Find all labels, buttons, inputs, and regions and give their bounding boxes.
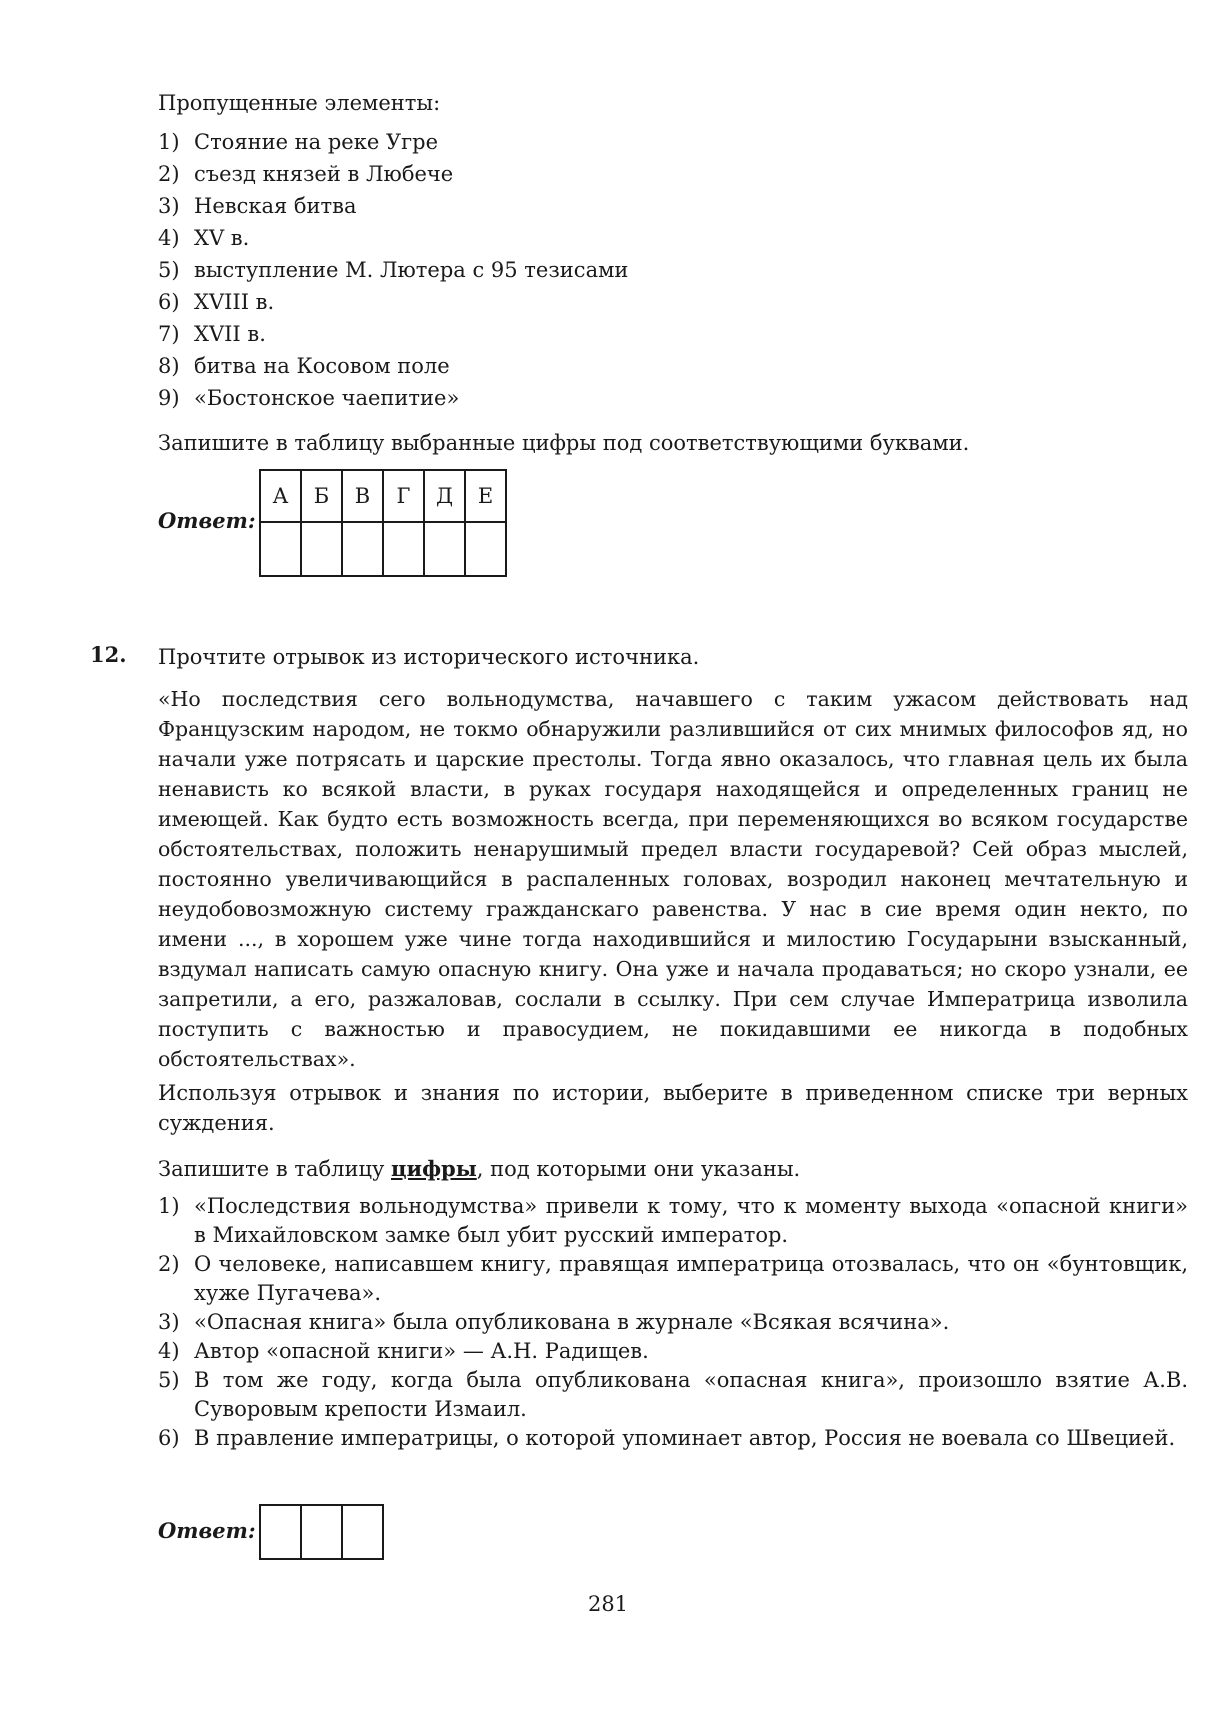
answer-grid-digits [259,1504,384,1560]
list-item [158,1192,1188,1250]
list-item [158,382,1188,414]
list-item-number: 5) [158,258,180,282]
list-item-text: «Бостонское чаепитие» [194,386,460,410]
list-item-text: Автор «опасной книги» — А.Н. Радищев. [194,1339,649,1363]
judgments-list [158,1192,1188,1453]
list-item-text: съезд князей в Любече [194,162,454,186]
answer-cell[interactable] [383,522,424,576]
instruction-text: Запишите в таблицу [158,1157,391,1181]
list-item-text: Невская битва [194,194,357,218]
list-item [158,1308,1188,1337]
page-number: 281 [587,1592,629,1616]
answer-cell[interactable] [342,522,383,576]
list-item [158,158,1188,190]
list-item [158,190,1188,222]
grid-letter-g: Г [383,470,424,522]
list-item [158,1337,1188,1366]
answer-cell[interactable] [260,1505,301,1559]
grid-letter-b: Б [301,470,342,522]
list-item-number: 4) [158,226,180,250]
answer-cell[interactable] [301,522,342,576]
list-item-number: 3) [158,194,180,218]
list-item [158,1366,1188,1424]
list-item [158,1424,1188,1453]
grid-letter-v: В [342,470,383,522]
list-item [158,222,1188,254]
list-item-text: «Опасная книга» была опубликована в журнале «Всякая всячина». [194,1310,950,1334]
list-item [158,318,1188,350]
list-item-number: 5) [158,1368,180,1392]
list-item [158,350,1188,382]
instruction-text: , под которыми они указаны. [476,1157,801,1181]
list-item-number: 6) [158,290,180,314]
missing-elements-list [158,126,1188,414]
list-item-text: XV в. [194,226,250,250]
answer-cell[interactable] [301,1505,342,1559]
grid-letter-d: Д [424,470,465,522]
answer-cell[interactable] [424,522,465,576]
list-item-number: 3) [158,1310,180,1334]
list-item-number: 4) [158,1339,180,1363]
list-item-text: выступление М. Лютера с 95 тезисами [194,258,629,282]
list-item-text: Стояние на реке Угре [194,130,439,154]
list-item-number: 9) [158,386,180,410]
answer-label: Ответ: [158,508,256,533]
task-title: Прочтите отрывок из исторического источника. [158,645,700,669]
answer-instruction: Запишите в таблицу выбранные цифры под соответствующими буквами. [158,431,970,455]
list-item-text: битва на Косовом поле [194,354,450,378]
list-item [158,1250,1188,1308]
list-item-text: XVIII в. [194,290,275,314]
answer-label: Ответ: [158,1518,256,1543]
list-item [158,126,1188,158]
list-item-text: В правление императрицы, о которой упоминает автор, Россия не воевала со Швецией. [194,1426,1176,1450]
list-item-number: 2) [158,1252,180,1276]
list-item-text: В том же году, когда была опубликована «опасная книга», произошло взятие А.В. Суворовым крепости Измаил. [194,1368,1188,1421]
task-number: 12. [90,642,127,667]
list-item-number: 1) [158,130,180,154]
list-item [158,254,1188,286]
list-item-number: 7) [158,322,180,346]
list-item-number: 1) [158,1194,180,1218]
grid-letter-e: Е [465,470,506,522]
task-instruction-2 [158,1154,1188,1184]
list-item-number: 2) [158,162,180,186]
list-item-number: 6) [158,1426,180,1450]
list-item [158,286,1188,318]
answer-cell[interactable] [465,522,506,576]
grid-letter-a: А [260,470,301,522]
instruction-emphasis: цифры [391,1156,477,1181]
answer-grid-letters [259,469,507,577]
answer-cell[interactable] [260,522,301,576]
task-instruction-1: Используя отрывок и знания по истории, выберите в приведенном списке три верных суждения. [158,1081,1188,1135]
missing-elements-heading: Пропущенные элементы: [158,91,441,115]
list-item-text: «Последствия вольнодумства» привели к тому, что к моменту выхода «опасной книги» в Михайловском замке был убит русский император. [194,1194,1188,1247]
list-item-text: О человеке, написавшем книгу, правящая императрица отозвалась, что он «бунтовщик, хуже Пугачева». [194,1252,1188,1305]
source-passage: «Но последствия сего вольнодумства, начавшего с таким ужасом действовать над Французским народом, не токмо обнаружили разлившийся от сих мнимых философов яд, но начали уже потрясать и царские престолы. Тогда явно оказалось, что главная цель их была ненависть ко всякой власти, в руках государя находящейся и определенных границ не имеющей. Как будто есть возможность всегда, при переменяющихся во всяком государстве обстоятельствах, положить ненарушимый предел власти государевой? Сей образ мыслей, постоянно увеличивающийся в распаленных головах, возродил наконец мечтательную и неудобовозможную систему гражданскаго равенства. У нас в сие время один некто, по имени ..., в хорошем уже чине тогда находившийся и милостию Государыни взысканный, вздумал написать самую опасную книгу. Она уже и начала продаваться; но скоро узнали, ее запретили, а его, разжаловав, сослали в ссылку. При сем случае Императрица изволила поступить с важностью и правосудием, не покидавшими ее никогда в подобных обстоятельствах». [158,687,1188,1071]
answer-cell[interactable] [342,1505,383,1559]
list-item-number: 8) [158,354,180,378]
list-item-text: XVII в. [194,322,266,346]
